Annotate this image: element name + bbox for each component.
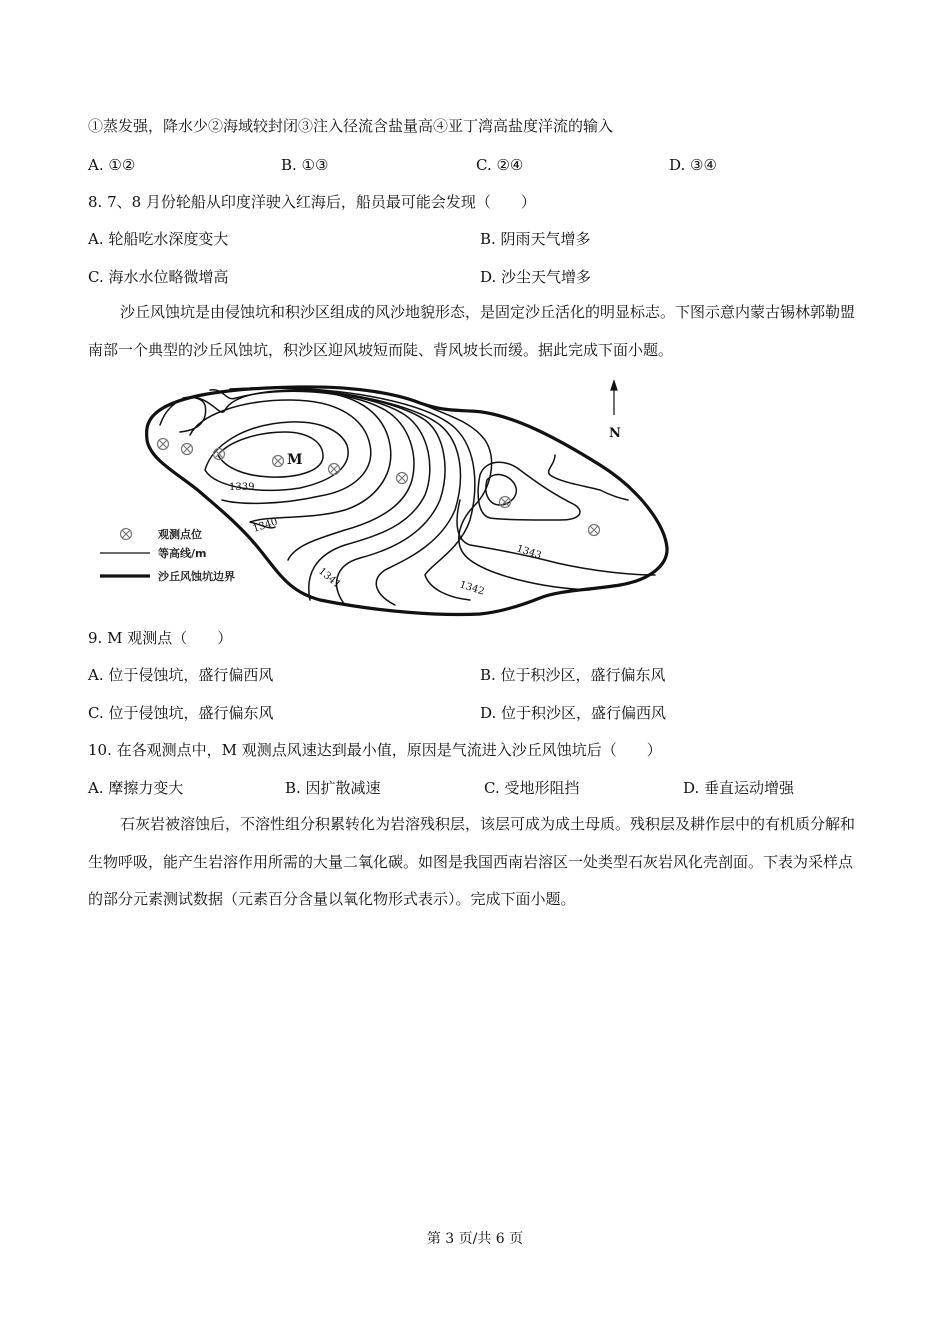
observation-point-icon xyxy=(158,439,169,450)
passage-sand-dune-text: 沙丘风蚀坑是由侵蚀坑和积沙区组成的风沙地貌形态，是固定沙丘活化的明显标志。下图示意内蒙古锡林郭勒盟南部一个典型的沙丘风蚀坑，积沙区迎风坡短而陡、背风坡长而缓。据此完成下面小题。 xyxy=(88,303,856,359)
q8-option-d: D. 沙尘天气增多 xyxy=(480,268,592,286)
contour-label-1339: 1339 xyxy=(229,482,255,493)
contour-map-svg xyxy=(95,375,685,620)
q9-option-a: A. 位于侵蚀坑，盛行偏西风 xyxy=(88,666,274,684)
contour-label-1342: 1342 xyxy=(458,579,486,598)
observation-point-icon xyxy=(121,529,132,540)
legend-label-observation: 观测点位 xyxy=(158,528,202,541)
q7-option-c: C. ②④ xyxy=(476,156,524,174)
map-legend xyxy=(100,527,235,583)
q7-option-a: A. ①② xyxy=(88,156,136,174)
passage-karst xyxy=(88,806,858,919)
observation-point-icon xyxy=(182,444,193,455)
q7-statement: ①蒸发强，降水少②海域较封闭③注入径流含盐量高④亚丁湾高盐度洋流的输入 xyxy=(88,117,614,135)
q9-option-b: B. 位于积沙区，盛行偏东风 xyxy=(480,666,666,684)
contour-label-1343: 1343 xyxy=(515,543,543,562)
point-m-label: M xyxy=(287,452,303,468)
observation-point-icon xyxy=(329,464,340,475)
q8-option-a: A. 轮船吃水深度变大 xyxy=(88,230,229,248)
q10-option-c: C. 受地形阻挡 xyxy=(484,779,580,797)
q8-stem: 8. 7、8 月份轮船从印度洋驶入红海后，船员最可能会发现（ ） xyxy=(88,193,536,211)
q8-option-b: B. 阴雨天气增多 xyxy=(480,230,591,248)
q10-option-a: A. 摩擦力变大 xyxy=(88,779,184,797)
q7-option-d: D. ③④ xyxy=(669,156,717,174)
q10-option-d: D. 垂直运动增强 xyxy=(683,779,795,797)
q8-option-c: C. 海水水位略微增高 xyxy=(88,268,229,286)
passage-sand-dune xyxy=(88,294,858,369)
q9-option-c: C. 位于侵蚀坑，盛行偏东风 xyxy=(88,704,274,722)
q10-stem: 10. 在各观测点中，M 观测点风速达到最小值，原因是气流进入沙丘风蚀坑后（ ） xyxy=(88,741,662,759)
q9-option-d: D. 位于积沙区，盛行偏西风 xyxy=(480,704,667,722)
contour-label-1340: 1340 xyxy=(251,516,280,535)
legend-label-contour: 等高线/m xyxy=(158,547,207,560)
observation-point-icon xyxy=(273,456,284,467)
passage-karst-text: 石灰岩被溶蚀后，不溶性组分积累转化为岩溶残积层，该层可成为成土母质。残积层及耕作层中的有机质分解和生物呼吸，能产生岩溶作用所需的大量二氧化碳。如图是我国西南岩溶区一处类型石灰岩风化壳剖面。下表为采样点的部分元素测试数据（元素百分含量以氧化物形式表示）。完成下面小题。 xyxy=(88,815,856,908)
observation-point-icon xyxy=(397,473,408,484)
q9-stem: 9. M 观测点（ ） xyxy=(88,629,233,647)
page-number: 第 3 页/共 6 页 xyxy=(426,1231,524,1247)
q10-option-b: B. 因扩散减速 xyxy=(285,779,381,797)
observation-point-icon xyxy=(589,525,600,536)
north-arrow-icon xyxy=(611,381,617,415)
legend-label-boundary: 沙丘风蚀坑边界 xyxy=(158,570,235,583)
contour-label-1341: 1341 xyxy=(316,565,343,591)
north-label: N xyxy=(609,426,621,441)
blowout-contour-map xyxy=(95,375,685,620)
q7-option-b: B. ①③ xyxy=(281,156,329,174)
